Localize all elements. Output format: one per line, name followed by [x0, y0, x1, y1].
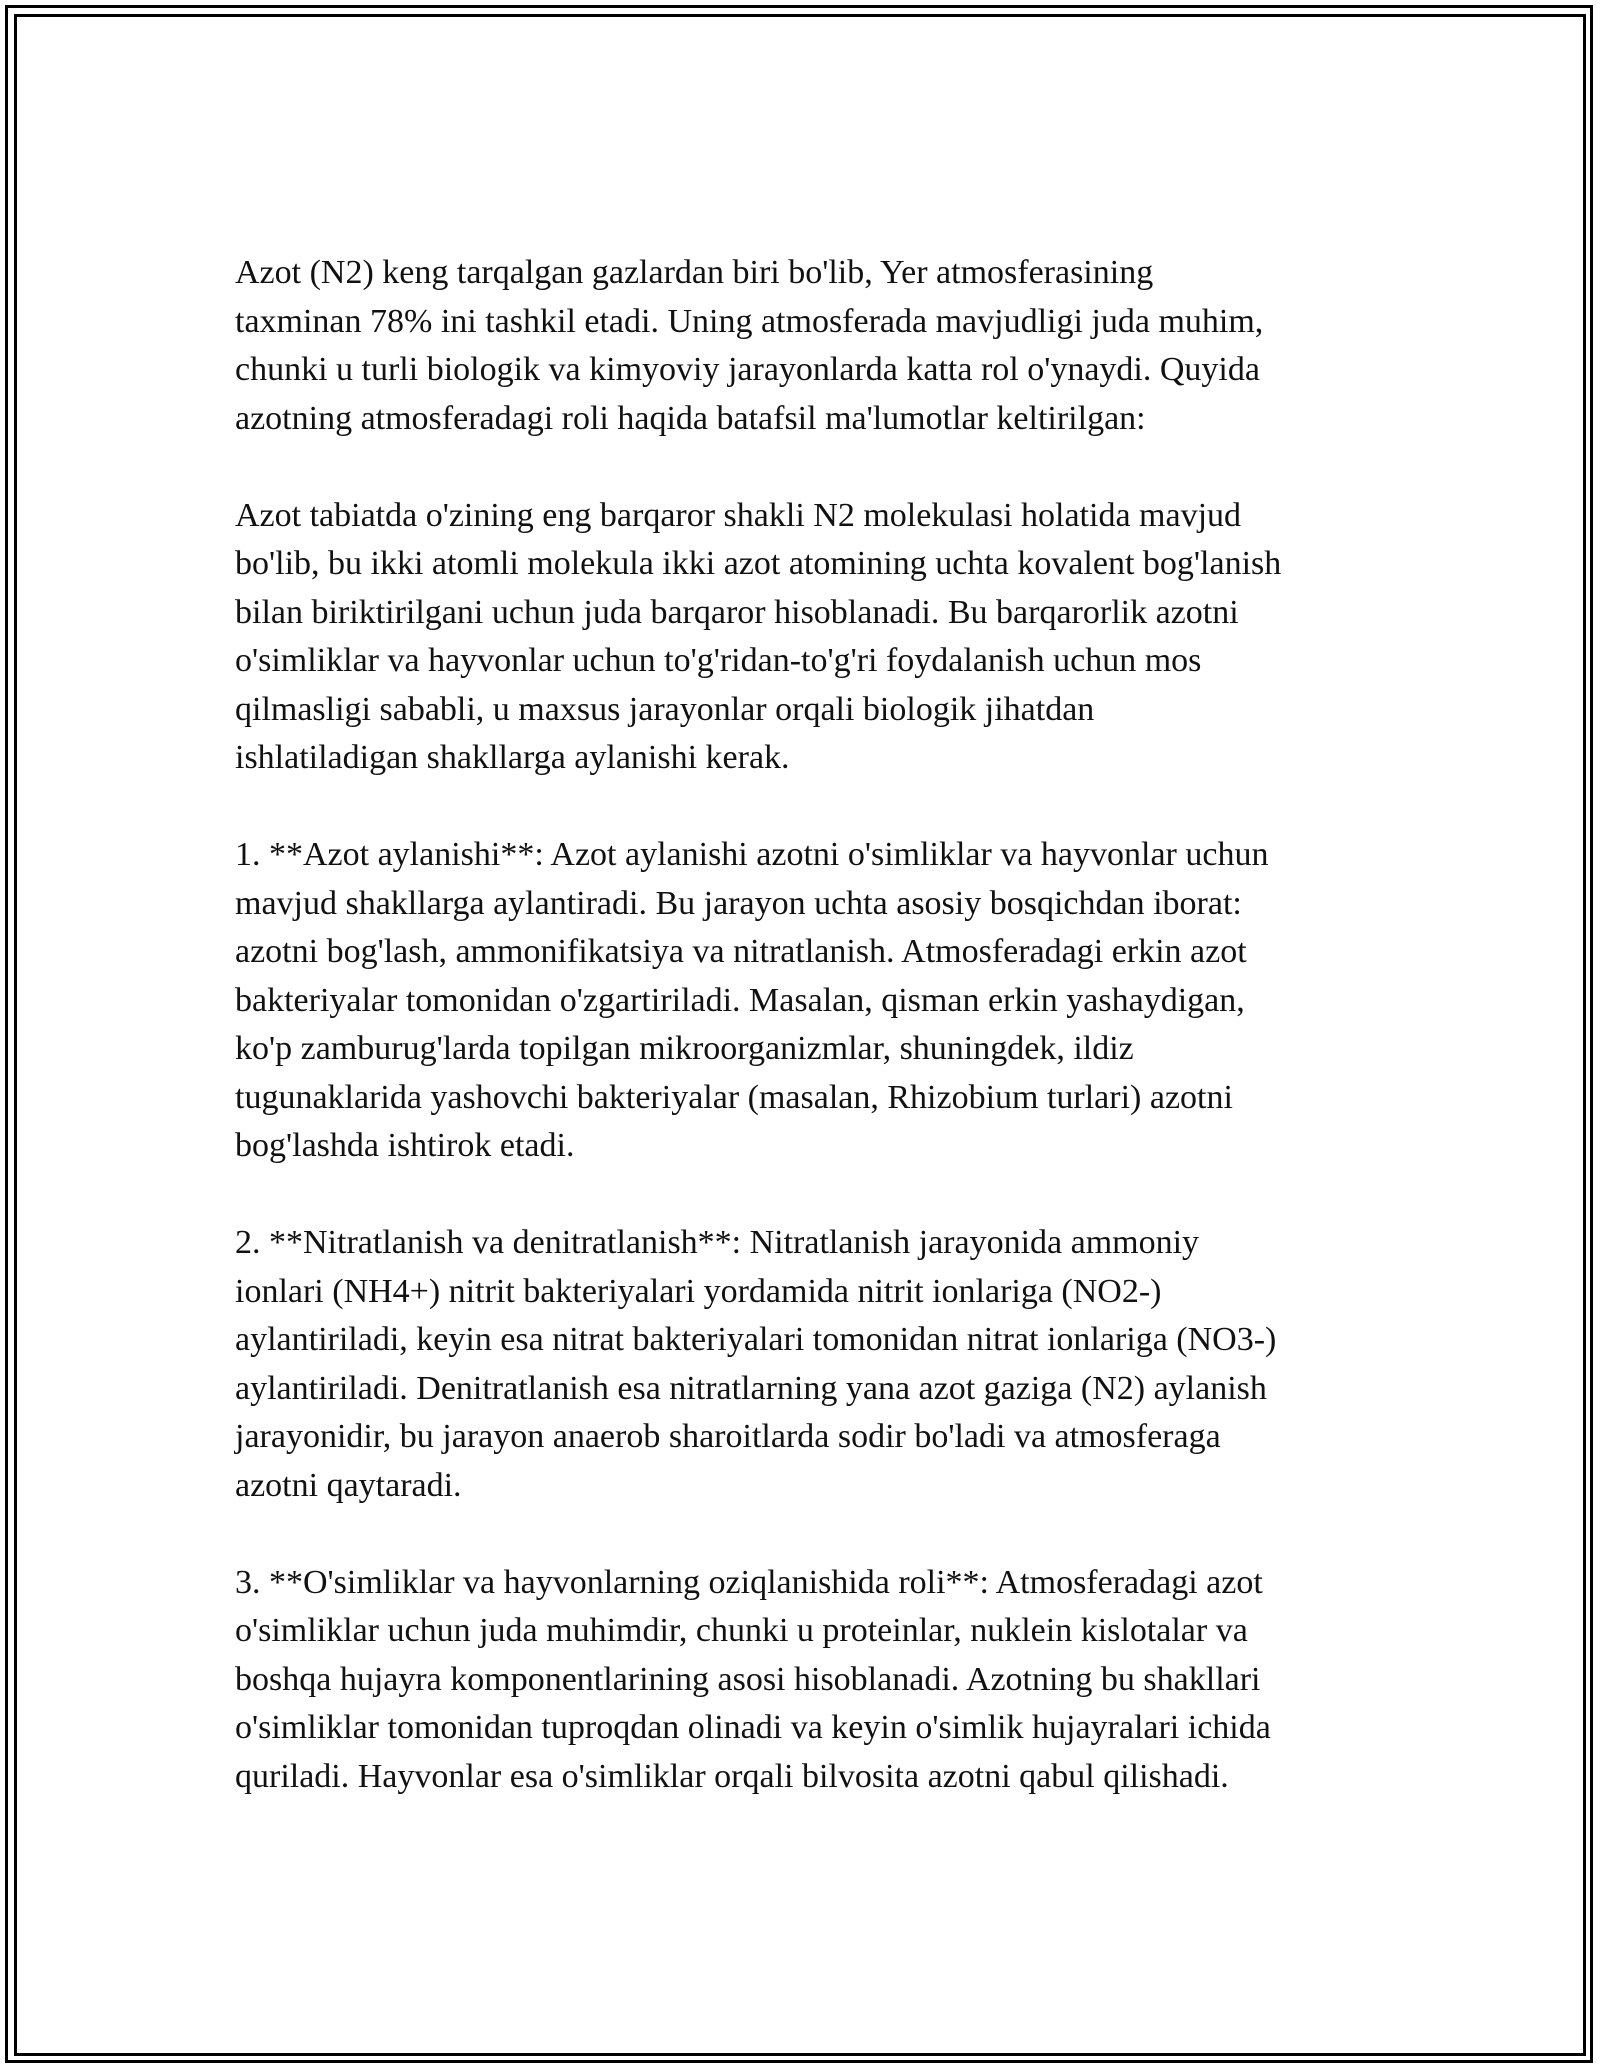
- paragraph-nitrogen-cycle: 1. **Azot aylanishi**: Azot aylanishi azotni o'simliklar va hayvonlar uchun mavjud shakllarga aylantiradi. Bu jarayon uchta asosiy bosqichdan iborat: azotni bog'lash, ammonifikatsiya va nitratlanish. Atmosferadagi erkin azot bakteriyalar tomonidan o'zgartiriladi. Masalan, qisman erkin yashaydigan, ko'p zamburug'larda topilgan mikroorganizmlar, shuningdek, ildiz tugunaklarida yashovchi bakteriyalar (masalan, Rhizobium turlari) azotni bog'lashda ishtirok etadi.: [235, 836, 1269, 1164]
- paragraph-nutrition: 3. **O'simliklar va hayvonlarning oziqlanishida roli**: Atmosferadagi azot o'simliklar uchun juda muhimdir, chunki u proteinlar, nuklein kislotalar va boshqa hujayra komponentlarining asosi hisoblanadi. Azotning bu shakllari o'simliklar tomonidan tuproqdan olinadi va keyin o'simlik hujayralari ichida quriladi. Hayvonlar esa o'simliklar orqali bilvosita azotni qabul qilishadi.: [235, 1563, 1271, 1795]
- document-body: [235, 249, 1385, 1801]
- paragraph-nitrification: 2. **Nitratlanish va denitratlanish**: Nitratlanish jarayonida ammoniy ionlari (NH4+) nitrit bakteriyalari yordamida nitrit ionlariga (NO2-) aylantiriladi, keyin esa nitrat bakteriyalari tomonidan nitrat ionlariga (NO3-) aylantiriladi. Denitratlanish esa nitratlarning yana azot gaziga (N2) aylanish jarayonidir, bu jarayon anaerob sharoitlarda sodir bo'ladi va atmosferaga azotni qaytaradi.: [235, 1224, 1277, 1504]
- paragraph-stability: Azot tabiatda o'zining eng barqaror shakli N2 molekulasi holatida mavjud bo'lib, bu ikki atomli molekula ikki azot atomining uchta kovalent bog'lanish bilan biriktirilgani uchun juda barqaror hisoblanadi. Bu barqarorlik azotni o'simliklar va hayvonlar uchun to'g'ridan-to'g'ri foydalanish uchun mos qilmasligi sababli, u maxsus jarayonlar orqali biologik jihatdan ishlatiladigan shakllarga aylanishi kerak.: [235, 496, 1282, 776]
- paragraph-intro: Azot (N2) keng tarqalgan gazlardan biri bo'lib, Yer atmosferasining taxminan 78% ini tashkil etadi. Uning atmosferada mavjudligi juda muhim, chunki u turli biologik va kimyoviy jarayonlarda katta rol o'ynaydi. Quyida azotning atmosferadagi roli haqida batafsil ma'lumotlar keltirilgan:: [235, 254, 1264, 437]
